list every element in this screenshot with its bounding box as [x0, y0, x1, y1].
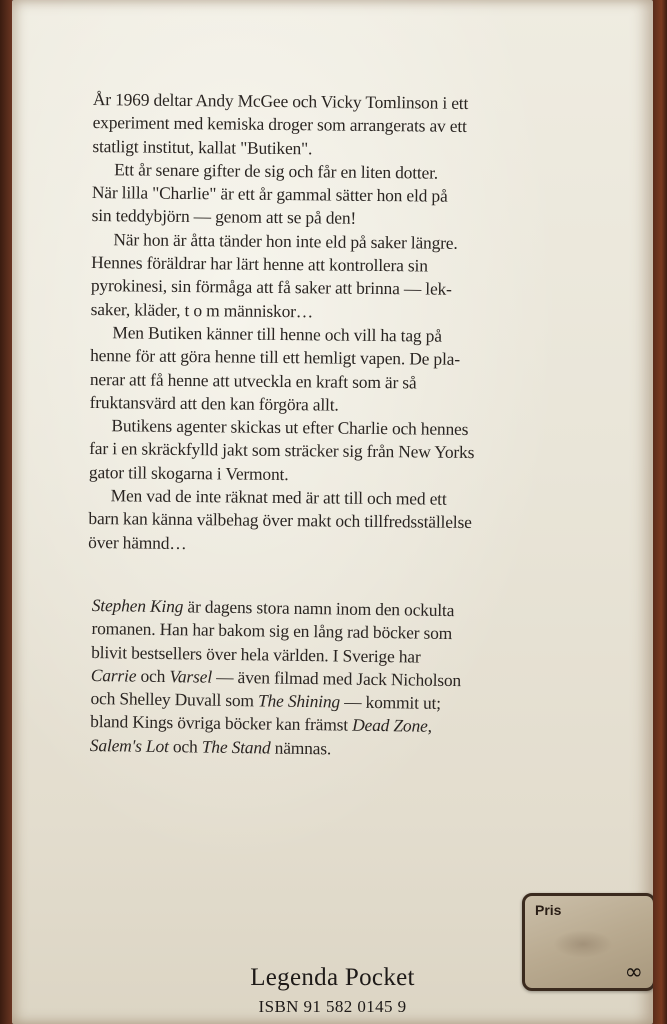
book-left-edge — [0, 0, 12, 1024]
blurb-line: Men vad de inte räknat med är att till och med ett — [110, 485, 447, 509]
author-note — [90, 594, 592, 764]
price-smudge — [553, 930, 613, 958]
author-line: Carrie och Varsel — även filmad med Jack Nicholson — [90, 664, 462, 691]
book-title: Carrie — [90, 664, 137, 686]
blurb-line: far i en skräckfylld jakt som sträcker sig från New Yorks — [89, 438, 475, 463]
book-right-edge — [653, 0, 667, 1024]
blurb-paragraph — [92, 158, 593, 233]
isbn-number: ISBN 91 582 0145 9 — [258, 997, 407, 1016]
author-line: blivit bestsellers över hela världen. I Sverige har — [91, 641, 421, 667]
author-line: romanen. Han har bakom sig en lång rad böcker som — [91, 618, 453, 644]
blurb-line: experiment med kemiska droger som arrangerats av ett — [92, 112, 467, 137]
blurb-text — [88, 88, 593, 559]
blurb-line: saker, kläder, t o m människor… — [90, 298, 314, 321]
publisher-name: Legenda Pocket — [250, 964, 415, 991]
blurb-line: barn kan känna välbehag över makt och tillfredsställelse — [88, 508, 472, 533]
author-line: bland Kings övriga böcker kan främst Dead Zone, — [90, 711, 432, 737]
blurb-line: Hennes föräldrar har lärt henne att kontrollera sin — [91, 252, 428, 276]
blurb-line: över hämnd… — [88, 531, 187, 553]
author-line: och Shelley Duvall som The Shining — kommit ut; — [90, 688, 442, 714]
blurb-paragraph — [92, 88, 593, 163]
blurb-line: fruktansvärd att den kan förgöra allt. — [89, 391, 339, 415]
price-label: Pris — [535, 902, 562, 918]
author-line: Salem's Lot och The Stand nämnas. — [89, 734, 332, 759]
blurb-paragraph — [90, 321, 591, 419]
book-title: Varsel — [169, 665, 213, 687]
author-name: Stephen King — [91, 594, 184, 617]
blurb-line: sin teddybjörn — genom att se på den! — [91, 205, 357, 229]
blurb-line: År 1969 deltar Andy McGee och Vicky Tomlinson i ett — [92, 88, 469, 113]
blurb-paragraph — [91, 228, 592, 326]
book-title: Dead Zone — [352, 715, 428, 737]
infinity-logo-icon: ∞ — [624, 960, 643, 985]
blurb-line: gator till skogarna i Vermont. — [88, 461, 289, 484]
blurb-line: När hon är åtta tänder hon inte eld på saker längre. — [113, 229, 458, 253]
blurb-line: Ett år senare gifter de sig och får en liten dotter. — [114, 159, 439, 183]
blurb-line: Butikens agenter skickas ut efter Charlie och hennes — [111, 415, 469, 440]
blurb-line: henne för att göra henne till ett hemligt vapen. De pla- — [90, 345, 461, 370]
book-title: Salem's Lot — [89, 734, 169, 756]
author-line: Stephen King är dagens stora namn inom den ockulta — [91, 594, 455, 621]
blurb-line: När lilla "Charlie" är ett år gammal sätter hon eld på — [91, 182, 448, 206]
blurb-line: Men Butiken känner till henne och vill ha tag på — [112, 322, 442, 346]
book-title: The Stand — [201, 736, 271, 758]
blurb-line: pyrokinesi, sin förmåga att få saker att brinna — lek- — [90, 275, 452, 300]
book-title: The Shining — [257, 690, 341, 712]
book-back-cover — [12, 0, 653, 1024]
blurb-line: nerar att få henne att utveckla en kraft som är så — [89, 368, 417, 392]
blurb-line: statligt institut, kallat "Butiken". — [92, 135, 313, 158]
blurb-paragraph — [88, 484, 589, 559]
blurb-paragraph — [89, 414, 590, 489]
